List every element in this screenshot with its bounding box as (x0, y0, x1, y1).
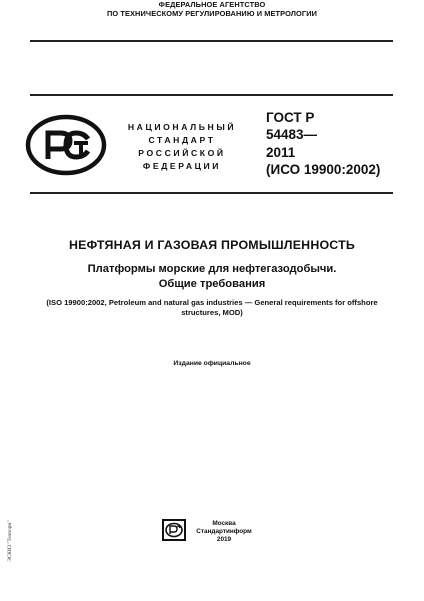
gost-line-1: ГОСТ Р (266, 110, 315, 125)
agency-line-1: ФЕДЕРАЛЬНОЕ АГЕНТСТВО (158, 0, 266, 9)
agency-line-2: ПО ТЕХНИЧЕСКОМУ РЕГУЛИРОВАНИЮ И МЕТРОЛОГИИ (106, 9, 318, 18)
rst-emblem-icon (24, 113, 108, 177)
publisher-name: Стандартинформ (196, 528, 252, 535)
block-rule (30, 192, 393, 194)
subtitle-line-2: Общие требования (158, 278, 266, 290)
standartinform-logo-icon (162, 519, 186, 541)
document-title: НЕФТЯНАЯ И ГАЗОВАЯ ПРОМЫШЛЕННОСТЬ (68, 238, 356, 252)
header-rule (30, 94, 393, 96)
edition-note: Издание официальное (173, 360, 251, 367)
publisher-year: 2019 (216, 536, 232, 543)
gost-line-2: 54483— (266, 127, 318, 142)
publisher-city: Москва (212, 520, 236, 527)
top-rule (30, 40, 393, 42)
gost-line-3: 2011 (266, 145, 296, 160)
gost-line-4: (ИСО 19900:2002) (266, 162, 381, 177)
subtitle-line-1: Платформы морские для нефтегазодобычи. (87, 263, 337, 275)
national-line-4: ФЕДЕРАЦИИ (142, 161, 222, 171)
national-line-2: СТАНДАРТ (148, 135, 216, 145)
iso-reference: (ISO 19900:2002, Petroleum and natural gas industries — General requirements for offshore structures, MOD) (46, 298, 378, 317)
side-note: ЭСКИЗ "Технорм" (7, 520, 13, 562)
national-line-3: РОССИЙСКОЙ (138, 148, 226, 158)
national-line-1: НАЦИОНАЛЬНЫЙ (127, 122, 237, 132)
